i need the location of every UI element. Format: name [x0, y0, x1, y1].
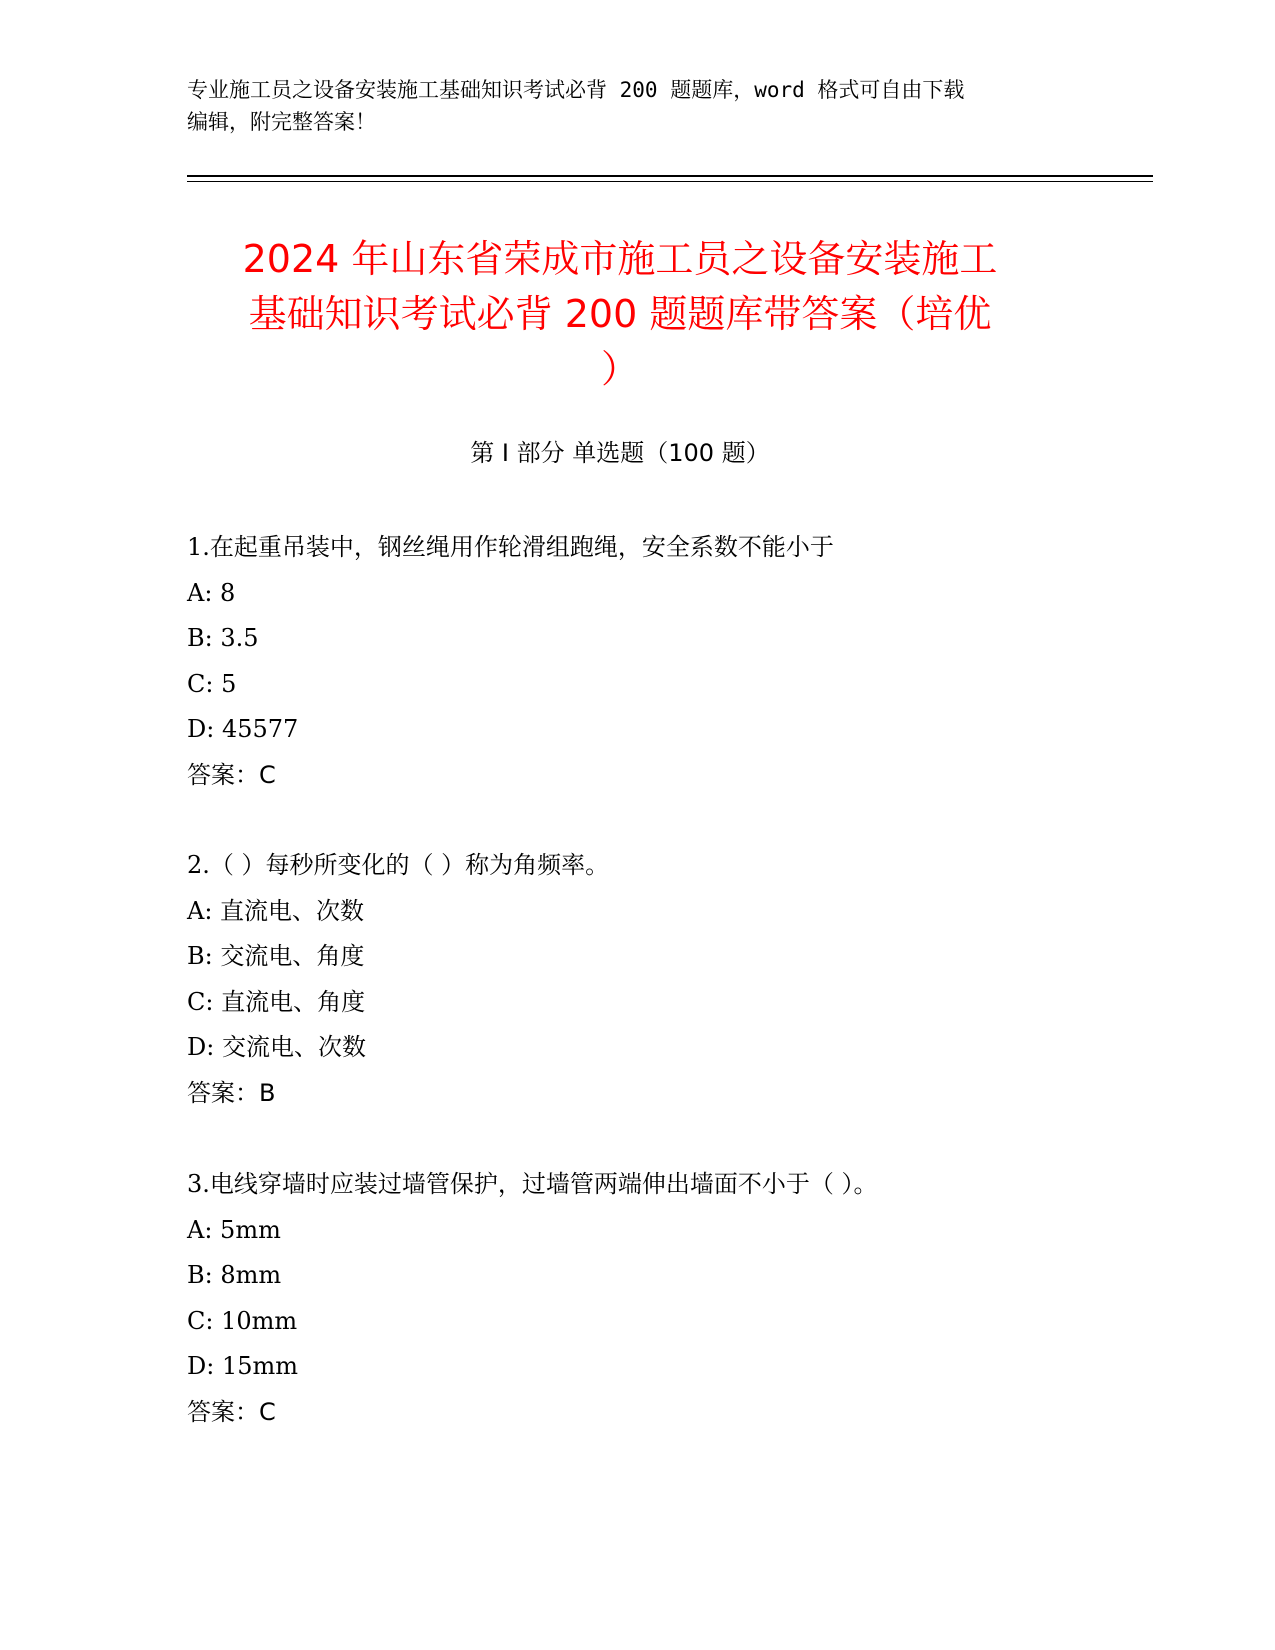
option-b: B: 8mm	[187, 1261, 282, 1289]
question-1	[187, 525, 1087, 798]
header-note-line-1: 专业施工员之设备安装施工基础知识考试必背 200 题题库，word 格式可自由下载	[187, 78, 965, 102]
document-title	[187, 232, 1053, 397]
option-b: B: 交流电、角度	[187, 942, 365, 970]
question-stem: 3.电线穿墙时应装过墙管保护，过墙管两端伸出墙面不小于（ ）。	[187, 1170, 878, 1198]
question-2	[187, 843, 1087, 1116]
section-heading: 第 I 部分 单选题（100 题）	[470, 439, 770, 467]
answer: 答案：C	[187, 1397, 276, 1426]
option-d: D: 45577	[187, 715, 299, 743]
question-stem: 1.在起重吊装中，钢丝绳用作轮滑组跑绳，安全系数不能小于	[187, 533, 834, 561]
option-b: B: 3.5	[187, 624, 259, 652]
option-d: D: 15mm	[187, 1352, 299, 1380]
option-a: A: 直流电、次数	[187, 896, 365, 925]
option-a: A: 5mm	[187, 1215, 281, 1244]
title-line-2: 基础知识考试必背 200 题题库带答案（培优	[248, 292, 992, 336]
option-c: C: 直流电、角度	[187, 987, 366, 1016]
answer: 答案：B	[187, 1078, 276, 1107]
option-d: D: 交流电、次数	[187, 1033, 366, 1061]
header-note-line-2: 编辑，附完整答案！	[187, 110, 376, 134]
option-c: C: 5	[187, 669, 237, 698]
option-c: C: 10mm	[187, 1306, 298, 1335]
header-note	[187, 74, 1067, 138]
header-divider-thick	[187, 175, 1153, 177]
question-stem: 2.（ ）每秒所变化的（ ）称为角频率。	[187, 851, 610, 879]
answer: 答案：C	[187, 760, 276, 789]
title-line-1: 2024 年山东省荣成市施工员之设备安装施工	[242, 237, 998, 281]
question-3	[187, 1162, 1087, 1435]
title-line-3: ）	[600, 347, 639, 391]
option-a: A: 8	[187, 578, 236, 607]
header-divider-thin	[187, 181, 1153, 182]
